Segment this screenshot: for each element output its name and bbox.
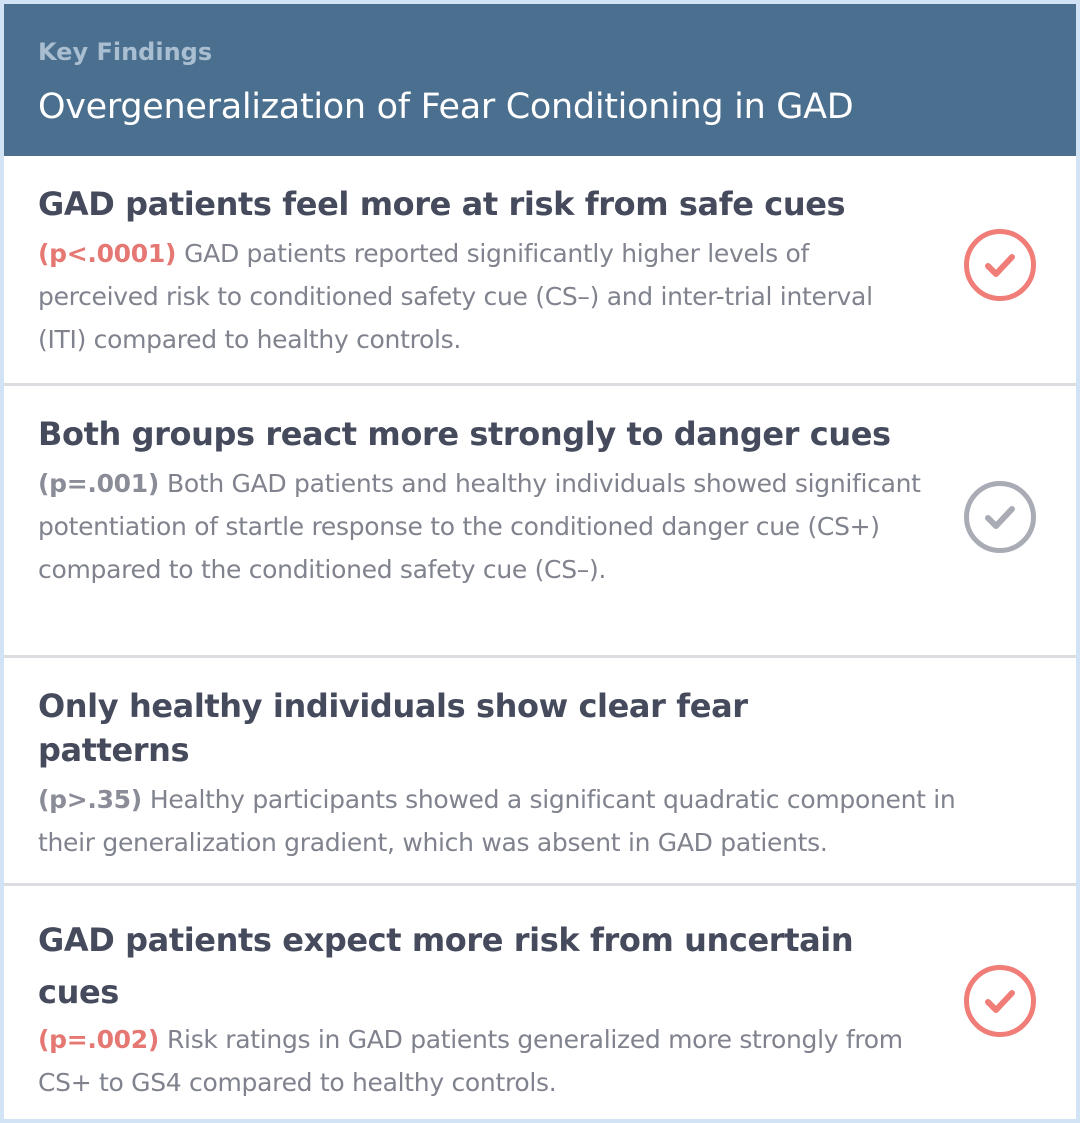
p-value: (p<.0001) bbox=[38, 239, 177, 268]
finding-heading: GAD patients expect more risk from uncertain cues bbox=[38, 921, 854, 1011]
p-value: (p=.001) bbox=[38, 469, 159, 498]
finding-heading: Both groups react more strongly to danger cues bbox=[38, 415, 891, 453]
finding-heading: GAD patients feel more at risk from safe cues bbox=[38, 185, 846, 223]
key-findings-card bbox=[4, 4, 1076, 1119]
finding-item bbox=[4, 886, 1076, 1119]
finding-text: Risk ratings in GAD patients generalized more strongly from CS+ to GS4 compared to healthy controls. bbox=[38, 1025, 903, 1097]
finding-item bbox=[4, 386, 1076, 658]
finding-description bbox=[38, 1018, 918, 1104]
p-value: (p>.35) bbox=[38, 785, 142, 814]
finding-text: Healthy participants showed a significant quadratic component in their generalization gradient, which was absent in GAD patients. bbox=[38, 785, 956, 857]
p-value: (p=.002) bbox=[38, 1025, 159, 1054]
check-circle-gray-icon bbox=[963, 480, 1037, 554]
finding-description bbox=[38, 778, 958, 864]
finding-item bbox=[4, 658, 1076, 886]
header-kicker: Key Findings bbox=[38, 38, 213, 66]
check-circle-red-icon bbox=[963, 964, 1037, 1038]
finding-text: Both GAD patients and healthy individuals showed significant potentiation of startle response to the conditioned danger cue (CS+) compared to the conditioned safety cue (CS–). bbox=[38, 469, 921, 584]
header-title: Overgeneralization of Fear Conditioning in GAD bbox=[38, 87, 854, 127]
finding-item bbox=[4, 156, 1076, 386]
finding-text: GAD patients reported significantly higher levels of perceived risk to conditioned safety cue (CS–) and inter-trial interval (ITI) compared to healthy controls. bbox=[38, 239, 873, 354]
card-header bbox=[4, 4, 1076, 156]
finding-heading: Only healthy individuals show clear fear patterns bbox=[38, 687, 748, 769]
finding-description bbox=[38, 462, 948, 591]
check-circle-red-icon bbox=[963, 228, 1037, 302]
finding-description bbox=[38, 232, 898, 361]
